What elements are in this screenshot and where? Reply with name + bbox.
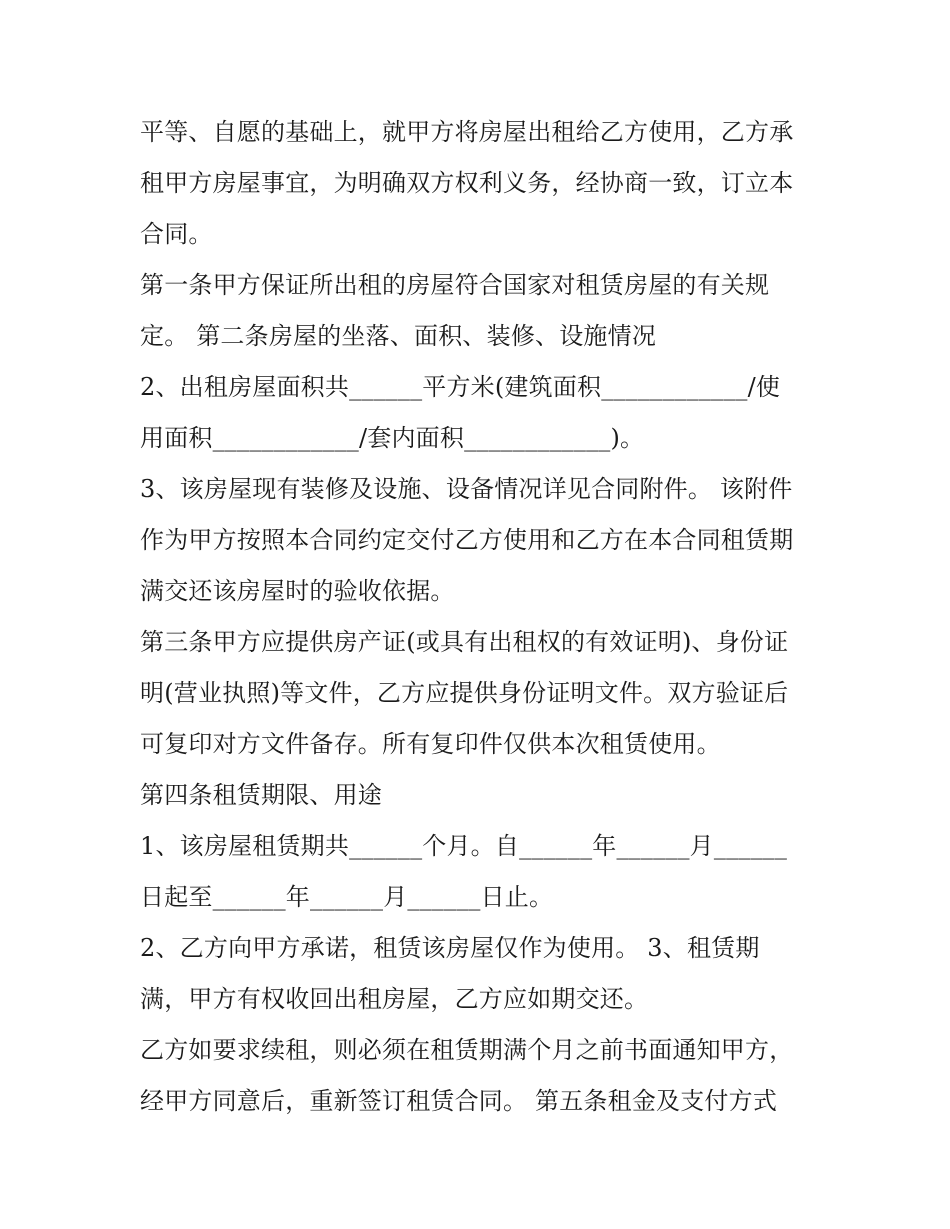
text-line: 用面积____________/套内面积____________)。 [140,424,645,452]
contract-text-body [140,107,820,1127]
text-line: 定。 第二条房屋的坐落、面积、装修、设施情况 [140,322,657,350]
text-line: 2、出租房屋面积共______平方米(建筑面积____________/使 [140,373,781,401]
text-line: 满交还该房屋时的验收依据。 [140,577,455,605]
text-line: 合同。 [140,220,213,248]
text-line: 日起至______年______月______日止。 [140,883,554,911]
text-line: 1、该房屋租赁期共______个月。自______年______月______ [140,832,788,860]
text-line: 平等、自愿的基础上，就甲方将房屋出租给乙方使用，乙方承 [140,118,794,146]
text-line: 作为甲方按照本合同约定交付乙方使用和乙方在本合同租赁期 [140,526,794,554]
text-line: 可复印对方文件备存。所有复印件仅供本次租赁使用。 [140,730,721,758]
text-line: 3、该房屋现有装修及设施、设备情况详见合同附件。 该附件 [140,475,793,503]
text-line: 2、乙方向甲方承诺，租赁该房屋仅作为使用。 3、租赁期 [140,934,760,962]
text-line: 租甲方房屋事宜，为明确双方权利义务，经协商一致，订立本 [140,169,794,197]
text-line: 第一条甲方保证所出租的房屋符合国家对租赁房屋的有关规 [140,271,770,299]
text-line: 经甲方同意后，重新签订租赁合同。 第五条租金及支付方式 [140,1087,778,1115]
text-line: 满，甲方有权收回出租房屋，乙方应如期交还。 [140,985,649,1013]
text-line: 乙方如要求续租，则必须在租赁期满个月之前书面通知甲方， [140,1036,794,1064]
text-line: 第三条甲方应提供房产证(或具有出租权的有效证明)、身份证 [140,628,789,656]
text-line: 第四条租赁期限、用途 [140,781,382,809]
text-line: 明(营业执照)等文件，乙方应提供身份证明文件。双方验证后 [140,679,789,707]
